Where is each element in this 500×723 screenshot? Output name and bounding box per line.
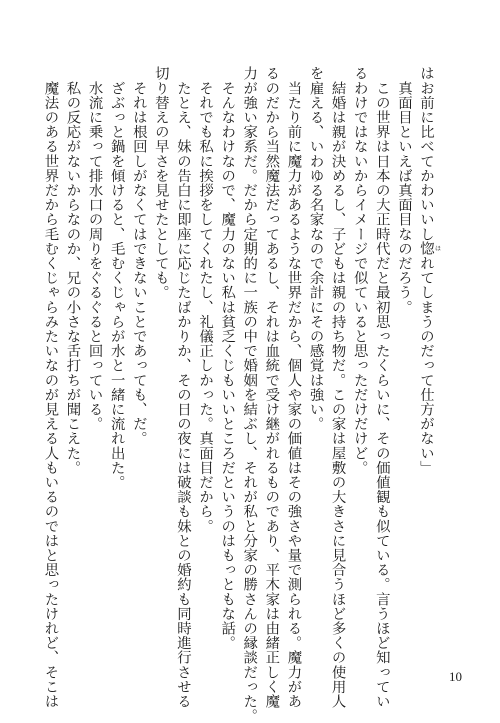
text-line: たとえ、妹の告白に即座に応じたばかりか、その日の夜には破談も妹との婚約も同時進行させる [174, 66, 191, 709]
text-line: ざぶっと鍋を傾けると、毛むくじゃらが水と一緒に流れ出た。 [108, 66, 125, 490]
text-line: 魔法のある世界だから毛むくじゃらみたいなのが見える人もいるのではと思ったけれど、そこは [42, 66, 59, 709]
text-line: それでも私に挨拶をしてくれたし、礼儀正しかった。真面目だから。 [197, 66, 214, 534]
text-line: それは根回しがなくてはできないことであっても、だ。 [130, 66, 147, 446]
text-line: 真面目といえば真面目なのだろう。 [395, 66, 412, 315]
text-line: 当たり前に魔力があるような世界だから、個人や家の価値はその強さや量で測られる。魔力があ [285, 66, 302, 709]
text-line: 水流に乗って排水口の周りをぐるぐると回っている。 [86, 66, 103, 431]
text-line: を雇える、いわゆる名家なので余計にその感覚は強い。 [307, 66, 324, 431]
vertical-text-body [42, 66, 441, 723]
text-line: そんなわけなので、魔力のない私は貧乏くじもいいところだというのはもっともな話。 [219, 66, 236, 650]
furigana-word: 惚 ほ [418, 241, 441, 256]
text-line: この世界は日本の大正時代だと最初思ったくらいに、その価値観も似ている。言うほど知ってい [373, 66, 390, 709]
text-line: るのだから当然魔法だってあるし、それは血統で受け継がれるものであり、平木家は由緒正しく魔 [263, 66, 280, 709]
text-line: 結婚は親が決めるし、子どもは親の持ち物だ。この家は屋敷の大きさに見合うほど多くの使用人 [329, 66, 346, 709]
text-line: るわけではないからイメージで似ていると思っただけだけど。 [351, 66, 368, 475]
text-line: 切り替えの早さを見せたとしても。 [152, 66, 169, 300]
text-line: はお前に比べてかわいいし惚 ほれてしまうのだって仕方がない」 [418, 66, 441, 475]
text-line: 力が強い家系だ。だから定期的に一族の中で婚姻を結ぶし、それが私と分家の勝さんの縁談だった。 [241, 66, 258, 723]
text-line: 私の反応がないからなのか、兄の小さな舌打ちが聞こえた。 [64, 66, 81, 475]
page-number: 10 [449, 669, 462, 684]
